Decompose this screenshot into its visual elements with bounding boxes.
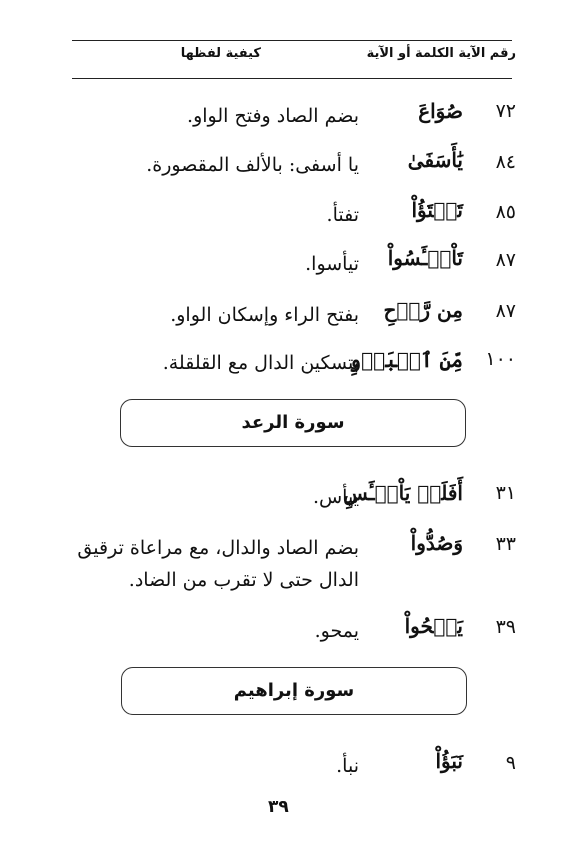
pronunciation-note: بتسكين الدال مع القلقلة.: [162, 352, 359, 374]
quran-word: صُوَاعَ: [418, 99, 463, 123]
pronunciation-note: بضم الصاد وفتح الواو.: [187, 105, 359, 127]
verse-number: ٩: [505, 752, 516, 774]
verse-number: ٨٥: [495, 201, 516, 223]
pronunciation-note-line1: بضم الصاد والدال، مع مراعاة ترقيق: [77, 537, 359, 559]
verse-number: ٨٤: [495, 151, 516, 173]
quran-word: يَٰأَسَفَىٰ: [407, 148, 463, 172]
quran-word: أَفَلَمۡ يَاْيۡـَٔسِ: [343, 481, 463, 505]
pronunciation-note: تيأسوا.: [305, 253, 359, 275]
pronunciation-note-line2: الدال حتى لا تقرب من الضاد.: [128, 569, 359, 591]
header-rule: [72, 78, 512, 79]
pronunciation-note: تفتأ.: [326, 204, 359, 226]
quran-word: وَصُدُّواْ: [410, 531, 463, 555]
verse-number: ٣١: [495, 482, 516, 504]
surah-title: سورة إبراهيم: [233, 680, 355, 701]
top-rule: [72, 40, 512, 41]
verse-number: ٣٣: [495, 533, 516, 555]
quran-word: يَمۡحُواْ: [404, 614, 463, 638]
verse-number: ٣٩: [495, 616, 516, 638]
header-how: كيفية لفظها: [180, 46, 261, 61]
surah-title: سورة الرعد: [241, 412, 345, 433]
quran-word: مِّنَ ٱلۡبَدۡوِ: [349, 348, 463, 372]
quran-word: نَبَؤُاْ: [435, 749, 463, 773]
surah-heading-box: [121, 667, 467, 715]
verse-number: ٧٢: [495, 100, 516, 122]
verse-number: ١٠٠: [485, 348, 516, 370]
header-number-word: رقم الآية الكلمة أو الآية: [366, 46, 516, 61]
quran-word: تَفۡتَؤُاْ: [411, 198, 463, 222]
pronunciation-note: يا أسفى: بالألف المقصورة.: [146, 154, 359, 176]
page-number: ٣٩: [268, 797, 289, 817]
quran-word: مِن رَّوۡحِ: [383, 298, 463, 322]
surah-heading-box: [120, 399, 466, 447]
pronunciation-note: يمحو.: [314, 620, 359, 642]
quran-word: تَاْيۡـَٔسُواْ: [387, 246, 463, 270]
verse-number: ٨٧: [495, 249, 516, 271]
pronunciation-note: ييأس.: [312, 486, 359, 508]
pronunciation-note: نبأ.: [336, 755, 359, 777]
verse-number: ٨٧: [495, 300, 516, 322]
pronunciation-note: بفتح الراء وإسكان الواو.: [170, 304, 359, 326]
